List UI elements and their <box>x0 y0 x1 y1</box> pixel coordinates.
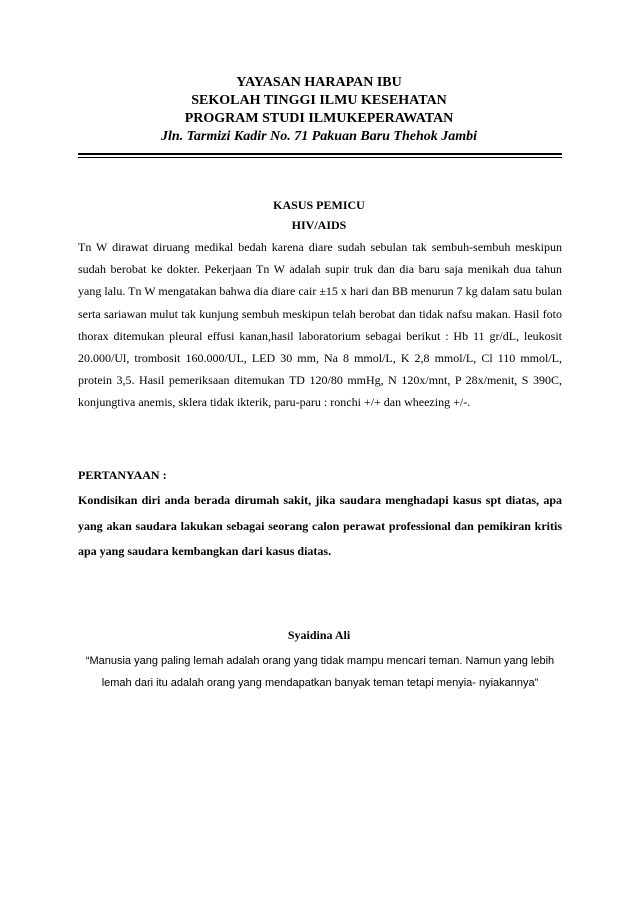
quote-text: “Manusia yang paling lemah adalah orang yang tidak mampu mencari teman. Namun yang lebih lemah dari itu adalah orang yang mendapatkan banyak teman tetapi menyia- nyiakannya” <box>85 655 555 689</box>
quote-author: Syaidina Ali <box>287 628 351 642</box>
case-subtitle: HIV/AIDS <box>291 218 347 232</box>
foundation-name: YAYASAN HARAPAN IBU <box>236 75 402 90</box>
question-text: Kondisikan diri anda berada dirumah sakit, jika saudara menghadapi kasus spt diatas, apa yang akan saudara lakukan sebagai seorang calon perawat professional dan pemikiran kritis apa yang saudara kembangkan dari kasus diatas. <box>78 493 562 558</box>
school-name: SEKOLAH TINGGI ILMU KESEHATAN <box>191 93 447 108</box>
header-divider-thick <box>78 153 562 155</box>
case-body: Tn W dirawat diruang medikal bedah karena diare sudah sebulan tak sembuh-sembuh meskipun sudah berobat ke dokter. Pekerjaan Tn W adalah supir truk dan dia baru saja menikah dua tahun yang lalu. Tn W mengatakan bahwa dia diare cair ±15 x hari dan BB menurun 7 kg dalam satu bulan serta sariawan mulut tak kunjung sembuh meskipun telah berobat dan tidak nafsu makan. Hasil foto thorax ditemukan pleural effusi kanan,hasil laboratorium sebagai berikut : Hb 11 gr/dL, leukosit 20.000/Ul, trombosit 160.000/UL, LED 30 mm, Na 8 mmol/L, K 2,8 mmol/L, Cl 110 mmol/L, protein 3,5. Hasil pemeriksaan ditemukan TD 120/80 mmHg, N 120x/mnt, P 28x/menit, S 390C, konjungtiva anemis, sklera tidak ikterik, paru-paru : ronchi +/+ dan wheezing +/-. <box>78 240 562 410</box>
letterhead <box>0 74 638 146</box>
question-heading: PERTANYAAN : <box>78 468 167 482</box>
header-divider-thin <box>78 157 562 158</box>
case-title: KASUS PEMICU <box>273 198 365 212</box>
address: Jln. Tarmizi Kadir No. 71 Pakuan Baru Thehok Jambi <box>160 129 478 144</box>
program-name: PROGRAM STUDI ILMUKEPERAWATAN <box>184 111 454 126</box>
